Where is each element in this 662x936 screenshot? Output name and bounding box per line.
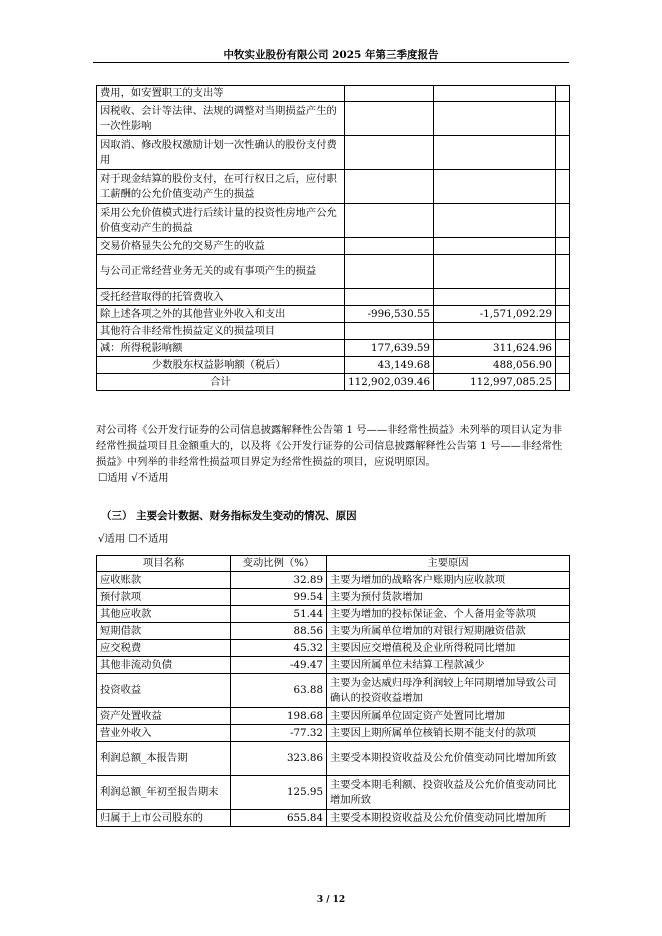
empty-cell xyxy=(556,323,570,340)
table-row xyxy=(97,306,570,323)
main-reason: 主要为增加的战略客户账期内应收款项 xyxy=(327,572,570,589)
section-applicability: √适用 ☐不适用 xyxy=(98,533,169,545)
item-name: 其他非流动负债 xyxy=(97,657,231,674)
row-label: 对于现金结算的股份支付，在可行权日之后，应付职工薪酬的公允价值变动产生的损益 xyxy=(97,170,345,204)
row-label: 因税收、会计等法律、法规的调整对当期损益产生的一次性影响 xyxy=(97,102,345,136)
table-row xyxy=(97,606,570,623)
value-ytd xyxy=(434,86,556,102)
section-title: （三） 主要会计数据、财务指标发生变动的情况、原因 xyxy=(101,510,357,522)
value-current xyxy=(345,323,434,340)
item-name: 归属于上市公司股东的 xyxy=(97,810,231,827)
value-current xyxy=(345,86,434,102)
item-name: 投资收益 xyxy=(97,674,231,708)
table-row xyxy=(97,102,570,136)
row-label: 交易价格显失公允的交易产生的收益 xyxy=(97,238,345,255)
empty-cell xyxy=(556,357,570,374)
change-ratio: 51.44 xyxy=(231,606,327,623)
table-row xyxy=(97,776,570,810)
item-name: 应收账款 xyxy=(97,572,231,589)
main-reason: 主要为预付货款增加 xyxy=(327,589,570,606)
value-current: 177,639.59 xyxy=(345,340,434,357)
empty-cell xyxy=(556,340,570,357)
item-name: 预付款项 xyxy=(97,589,231,606)
change-ratio: 32.89 xyxy=(231,572,327,589)
row-label: 少数股东权益影响额（税后） xyxy=(97,357,345,374)
value-current xyxy=(345,255,434,289)
main-reason: 主要为金达威归母净利润较上年同期增加导致公司确认的投资收益增加 xyxy=(327,674,570,708)
table-row xyxy=(97,374,570,391)
value-current xyxy=(345,238,434,255)
empty-cell xyxy=(556,204,570,238)
empty-cell xyxy=(556,136,570,170)
table-row xyxy=(97,289,570,306)
change-reasons-table xyxy=(96,555,570,827)
table-row xyxy=(97,170,570,204)
main-reason: 主要因上期所属单位核销长期不能支付的款项 xyxy=(327,725,570,742)
table-row xyxy=(97,657,570,674)
main-reason: 主要为增加的投标保证金、个人备用金等款项 xyxy=(327,606,570,623)
empty-cell xyxy=(556,374,570,391)
item-name: 应交税费 xyxy=(97,640,231,657)
table-row xyxy=(97,810,570,827)
main-reason: 主要受本期投资收益及公允价值变动同比增加所 xyxy=(327,810,570,827)
value-ytd xyxy=(434,136,556,170)
empty-cell xyxy=(556,289,570,306)
empty-cell xyxy=(556,306,570,323)
value-ytd xyxy=(434,204,556,238)
table-row xyxy=(97,589,570,606)
row-label: 因取消、修改股权激励计划一次性确认的股份支付费用 xyxy=(97,136,345,170)
main-reason: 主要受本期毛利额、投资收益及公允价值变动同比增加所致 xyxy=(327,776,570,810)
change-ratio: 198.68 xyxy=(231,708,327,725)
table-row xyxy=(97,86,570,102)
table-header-row xyxy=(97,556,570,572)
change-ratio: 88.56 xyxy=(231,623,327,640)
item-name: 其他应收款 xyxy=(97,606,231,623)
table-row xyxy=(97,255,570,289)
header-item-name: 项目名称 xyxy=(97,556,231,572)
row-label: 除上述各项之外的其他营业外收入和支出 xyxy=(97,306,345,323)
page-header-title: 中牧实业股份有限公司 2025 年第三季度报告 xyxy=(223,49,439,61)
change-ratio: 63.88 xyxy=(231,674,327,708)
value-ytd xyxy=(434,170,556,204)
change-ratio: -77.32 xyxy=(231,725,327,742)
value-ytd: 112,997,085.25 xyxy=(434,374,556,391)
table-row xyxy=(97,640,570,657)
row-label: 其他符合非经常性损益定义的损益项目 xyxy=(97,323,345,340)
value-current xyxy=(345,204,434,238)
value-ytd: 311,624.96 xyxy=(434,340,556,357)
empty-cell xyxy=(556,170,570,204)
item-name: 利润总额_年初至报告期末 xyxy=(97,776,231,810)
non-recurring-gains-table xyxy=(96,85,570,391)
row-label: 受托经营取得的托管费收入 xyxy=(97,289,345,306)
value-current: 43,149.68 xyxy=(345,357,434,374)
table-row xyxy=(97,708,570,725)
value-ytd xyxy=(434,238,556,255)
main-reason: 主要因应交增值税及企业所得税同比增加 xyxy=(327,640,570,657)
value-current xyxy=(345,170,434,204)
row-label: 减：所得税影响额 xyxy=(97,340,345,357)
change-ratio: -49.47 xyxy=(231,657,327,674)
table-row xyxy=(97,674,570,708)
value-ytd xyxy=(434,102,556,136)
table-row xyxy=(97,238,570,255)
table-row xyxy=(97,340,570,357)
header-main-reason: 主要原因 xyxy=(327,556,570,572)
table-row xyxy=(97,725,570,742)
change-ratio: 323.86 xyxy=(231,742,327,776)
change-ratio: 99.54 xyxy=(231,589,327,606)
value-current xyxy=(345,289,434,306)
table-row xyxy=(97,323,570,340)
empty-cell xyxy=(556,238,570,255)
change-ratio: 45.32 xyxy=(231,640,327,657)
row-label: 合计 xyxy=(97,374,345,391)
main-reason: 主要为所属单位增加的对银行短期融资借款 xyxy=(327,623,570,640)
page-number: 3 / 12 xyxy=(316,895,346,905)
value-current xyxy=(345,136,434,170)
table-row xyxy=(97,572,570,589)
row-label: 采用公允价值模式进行后续计量的投资性房地产公允价值变动产生的损益 xyxy=(97,204,345,238)
value-current: -996,530.55 xyxy=(345,306,434,323)
note-paragraph: 对公司将《公开发行证券的公司信息披露解释性公告第 1 号——非经常性损益》未列举的项目认定为非经常性损益项目且金额重大的，以及将《公开发行证券的公司信息披露解释性公告第 1 号——非经常性损益》中列举的非经常性损益项目界定为经常性损益的项目，应说明原因。 xyxy=(96,424,563,468)
main-reason: 主要受本期投资收益及公允价值变动同比增加所致 xyxy=(327,742,570,776)
item-name: 营业外收入 xyxy=(97,725,231,742)
empty-cell xyxy=(556,102,570,136)
value-ytd xyxy=(434,255,556,289)
header-change-ratio: 变动比例（%） xyxy=(231,556,327,572)
empty-cell xyxy=(556,86,570,102)
change-ratio: 125.95 xyxy=(231,776,327,810)
change-ratio: 655.84 xyxy=(231,810,327,827)
main-reason: 主要因所属单位未结算工程款减少 xyxy=(327,657,570,674)
value-current: 112,902,039.46 xyxy=(345,374,434,391)
row-label: 与公司正常经营业务无关的或有事项产生的损益 xyxy=(97,255,345,289)
main-reason: 主要因所属单位固定资产处置同比增加 xyxy=(327,708,570,725)
table-row xyxy=(97,204,570,238)
value-current xyxy=(345,102,434,136)
value-ytd: 488,056.90 xyxy=(434,357,556,374)
table-row xyxy=(97,136,570,170)
value-ytd xyxy=(434,323,556,340)
item-name: 资产处置收益 xyxy=(97,708,231,725)
empty-cell xyxy=(556,255,570,289)
table-row xyxy=(97,742,570,776)
row-label: 费用，如安置职工的支出等 xyxy=(97,86,345,102)
table-row xyxy=(97,357,570,374)
item-name: 短期借款 xyxy=(97,623,231,640)
table-row xyxy=(97,623,570,640)
value-ytd xyxy=(434,289,556,306)
header-divider xyxy=(93,62,569,63)
note-applicability: ☐适用 √不适用 xyxy=(98,472,169,484)
item-name: 利润总额_本报告期 xyxy=(97,742,231,776)
value-ytd: -1,571,092.29 xyxy=(434,306,556,323)
